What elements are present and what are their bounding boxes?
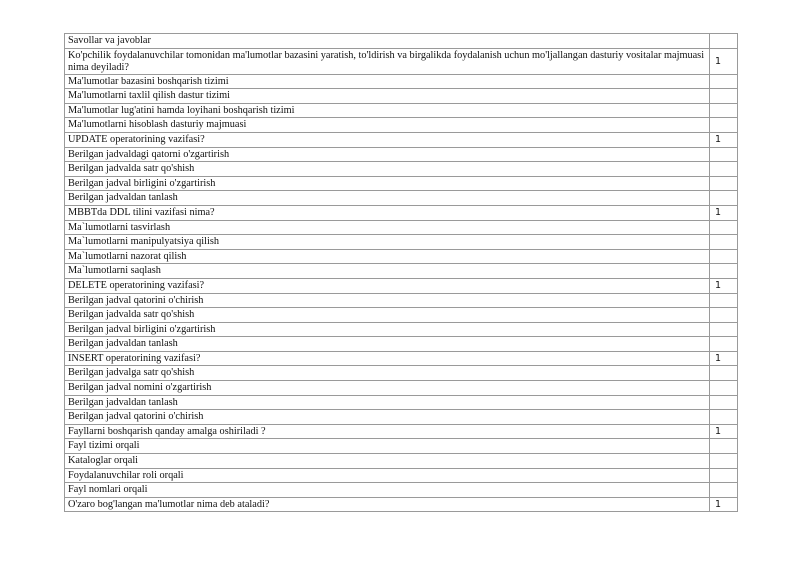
table-row: [65, 483, 738, 498]
answer-cell: Fayl tizimi orqali: [65, 439, 710, 454]
mark-cell: [710, 264, 738, 279]
answer-cell: Kataloglar orqali: [65, 454, 710, 469]
questions-table: [64, 33, 738, 512]
mark-cell: [710, 118, 738, 133]
mark-cell: [710, 366, 738, 381]
table-row: [65, 351, 738, 366]
mark-cell: [710, 468, 738, 483]
mark-cell: [710, 34, 738, 49]
table-row: [65, 176, 738, 191]
table-row: [65, 366, 738, 381]
question-cell: UPDATE operatorining vazifasi?: [65, 132, 710, 147]
table-row: [65, 468, 738, 483]
mark-cell: [710, 322, 738, 337]
question-cell: DELETE operatorining vazifasi?: [65, 278, 710, 293]
questions-table-body: [65, 34, 738, 512]
table-row: [65, 48, 738, 74]
answer-cell: Ma'lumotlar lug'atini hamda loyihani boshqarish tizimi: [65, 103, 710, 118]
table-row: [65, 410, 738, 425]
table-title-cell: Savollar va javoblar: [65, 34, 710, 49]
mark-cell: [710, 162, 738, 177]
answer-cell: Berilgan jadvalga satr qo'shish: [65, 366, 710, 381]
table-row: [65, 191, 738, 206]
answer-cell: Berilgan jadval qatorini o'chirish: [65, 410, 710, 425]
table-row: [65, 132, 738, 147]
table-row: [65, 220, 738, 235]
answer-cell: Ma`lumotlarni saqlash: [65, 264, 710, 279]
mark-cell: 1: [710, 205, 738, 220]
answer-cell: Berilgan jadval birligini o'zgartirish: [65, 322, 710, 337]
table-row: [65, 235, 738, 250]
question-cell: INSERT operatorining vazifasi?: [65, 351, 710, 366]
answer-cell: Ma'lumotlarni taxlil qilish dastur tizimi: [65, 89, 710, 104]
mark-cell: 1: [710, 132, 738, 147]
mark-cell: [710, 249, 738, 264]
table-row: [65, 322, 738, 337]
question-cell: Fayllarni boshqarish qanday amalga oshiriladi ?: [65, 424, 710, 439]
table-row: [65, 308, 738, 323]
mark-cell: [710, 337, 738, 352]
table-row: [65, 424, 738, 439]
mark-cell: [710, 293, 738, 308]
table-row: [65, 293, 738, 308]
mark-cell: [710, 308, 738, 323]
answer-cell: Ma'lumotlarni hisoblash dasturiy majmuasi: [65, 118, 710, 133]
answer-cell: Berilgan jadvalda satr qo'shish: [65, 308, 710, 323]
answer-cell: Berilgan jadvaldan tanlash: [65, 337, 710, 352]
answer-cell: Foydalanuvchilar roli orqali: [65, 468, 710, 483]
mark-cell: [710, 439, 738, 454]
answer-cell: Berilgan jadval qatorini o'chirish: [65, 293, 710, 308]
mark-cell: [710, 191, 738, 206]
table-row: [65, 249, 738, 264]
mark-cell: [710, 410, 738, 425]
table-row: [65, 74, 738, 89]
table-row: [65, 278, 738, 293]
answer-cell: Ma'lumotlar bazasini boshqarish tizimi: [65, 74, 710, 89]
mark-cell: [710, 74, 738, 89]
table-row: [65, 439, 738, 454]
mark-cell: [710, 176, 738, 191]
table-row: [65, 497, 738, 512]
mark-cell: [710, 89, 738, 104]
table-header-row: [65, 34, 738, 49]
answer-cell: Ma`lumotlarni nazorat qilish: [65, 249, 710, 264]
table-row: [65, 118, 738, 133]
table-row: [65, 103, 738, 118]
mark-cell: [710, 483, 738, 498]
mark-cell: [710, 147, 738, 162]
answer-cell: Berilgan jadval nomini o'zgartirish: [65, 381, 710, 396]
mark-cell: 1: [710, 48, 738, 74]
table-row: [65, 454, 738, 469]
table-row: [65, 381, 738, 396]
table-row: [65, 89, 738, 104]
mark-cell: 1: [710, 278, 738, 293]
mark-cell: 1: [710, 351, 738, 366]
answer-cell: Fayl nomlari orqali: [65, 483, 710, 498]
answer-cell: Berilgan jadvaldan tanlash: [65, 395, 710, 410]
question-cell: Ko'pchilik foydalanuvchilar tomonidan ma'lumotlar bazasini yaratish, to'ldirish va birgalikda foydalanish uchun mo'ljallangan dasturiy vositalar majmuasi nima deyiladi?: [65, 48, 710, 74]
answer-cell: Ma`lumotlarni tasvirlash: [65, 220, 710, 235]
mark-cell: 1: [710, 497, 738, 512]
mark-cell: [710, 220, 738, 235]
mark-cell: [710, 454, 738, 469]
question-cell: MBBTda DDL tilini vazifasi nima?: [65, 205, 710, 220]
question-cell: O'zaro bog'langan ma'lumotlar nima deb ataladi?: [65, 497, 710, 512]
mark-cell: [710, 235, 738, 250]
mark-cell: [710, 381, 738, 396]
table-row: [65, 147, 738, 162]
mark-cell: [710, 395, 738, 410]
answer-cell: Berilgan jadvaldan tanlash: [65, 191, 710, 206]
table-row: [65, 205, 738, 220]
answer-cell: Berilgan jadvaldagi qatorni o'zgartirish: [65, 147, 710, 162]
table-row: [65, 264, 738, 279]
table-row: [65, 162, 738, 177]
answer-cell: Ma`lumotlarni manipulyatsiya qilish: [65, 235, 710, 250]
table-row: [65, 337, 738, 352]
answer-cell: Berilgan jadvalda satr qo'shish: [65, 162, 710, 177]
answer-cell: Berilgan jadval birligini o'zgartirish: [65, 176, 710, 191]
mark-cell: [710, 103, 738, 118]
table-row: [65, 395, 738, 410]
mark-cell: 1: [710, 424, 738, 439]
